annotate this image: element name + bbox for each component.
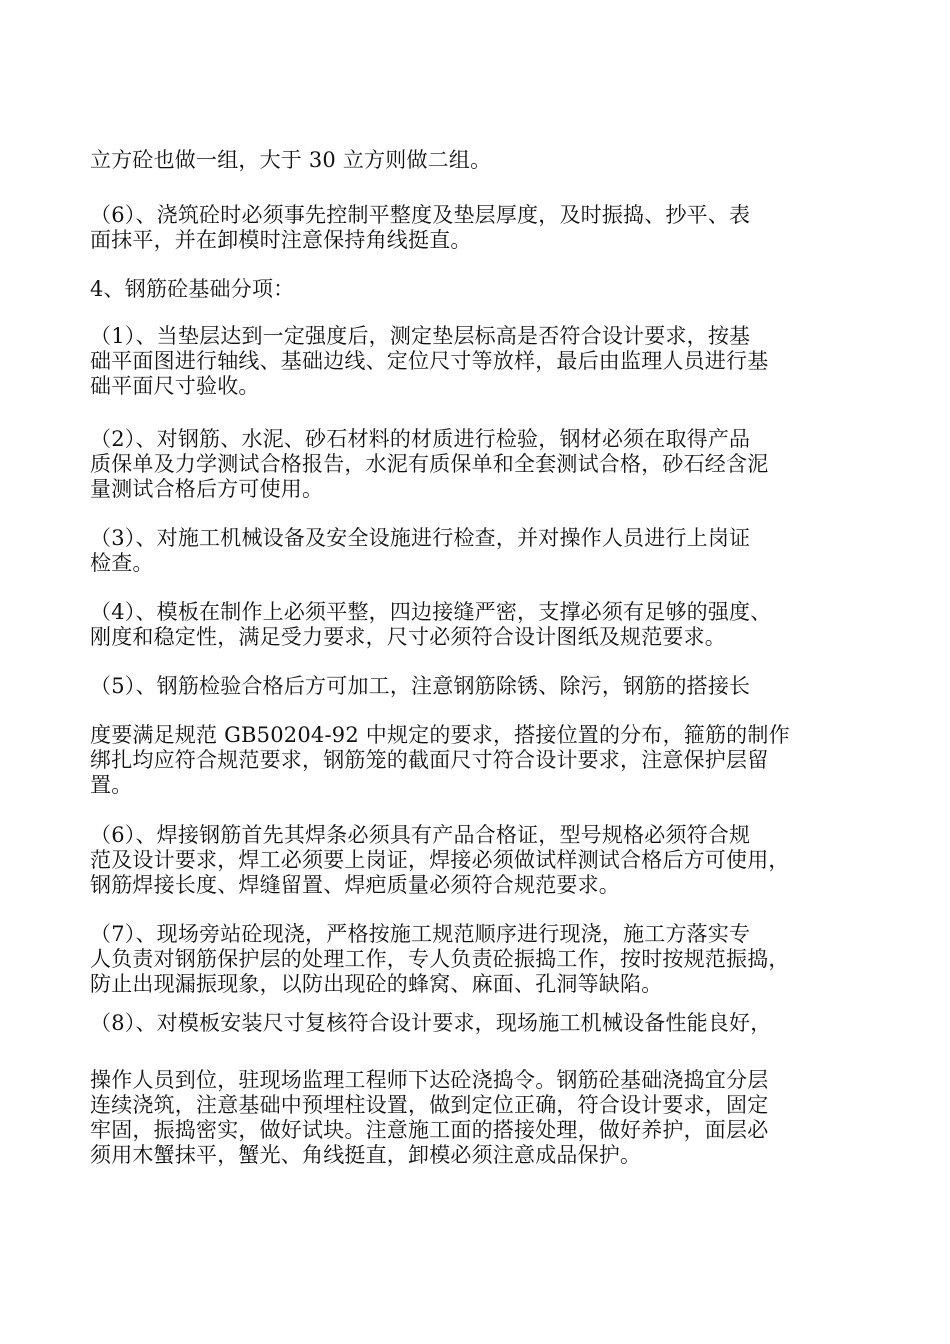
text-line: 人负责对钢筋保护层的处理工作，专人负责砼振捣工作，按时按规范振捣， [90,947,790,971]
text-line: 须用木蟹抹平，蟹光、角线挺直，卸模必须注意成品保护。 [90,1143,642,1167]
text-line: 操作人员到位，驻现场监理工程师下达砼浇捣令。钢筋砼基础浇捣宜分层 [90,1068,769,1092]
paragraph-item-8-continued [90,1068,880,1168]
text-line: （3）、对施工机械设备及安全设施进行检查，并对操作人员进行上岗证 [90,526,751,550]
paragraph-item-2-material-check [90,427,880,502]
paragraph-item-5-continued [90,723,880,798]
text-line: 立方砼也做一组，大于 30 立方则做二组。 [90,148,492,172]
paragraph-concrete-sample-groups [90,148,880,173]
text-line: 钢筋焊接长度、焊缝留置、焊疤质量必须符合规范要求。 [90,873,620,897]
paragraph-item-4-formwork [90,600,880,650]
paragraph-item-6-welding [90,823,880,898]
text-line: （4）、模板在制作上必须平整，四边接缝严密，支撑必须有足够的强度、 [90,600,772,624]
text-line: 防止出现漏振现象，以防出现砼的蜂窝、麻面、孔洞等缺陷。 [90,972,663,996]
text-line: （6）、焊接钢筋首先其焊条必须具有产品合格证，型号规格必须符合规 [90,823,751,847]
text-line: 4、钢筋砼基础分项： [90,277,295,301]
section-heading-rebar-foundation [90,277,880,302]
paragraph-item-6-pour-concrete [90,203,880,253]
text-line: 面抹平，并在卸模时注意保持角线挺直。 [90,228,472,252]
text-line: 础平面图进行轴线、基础边线、定位尺寸等放样，最后由监理人员进行基 [90,349,769,373]
text-line: 范及设计要求，焊工必须要上岗证，焊接必须做试样测试合格后方可使用， [90,848,790,872]
text-line: （5）、钢筋检验合格后方可加工，注意钢筋除锈、除污，钢筋的搭接长 [90,674,751,698]
paragraph-item-3-equipment-check [90,526,880,576]
paragraph-item-8-inspection [90,1011,880,1036]
text-line: （7）、现场旁站砼现浇，严格按施工规范顺序进行现浇，施工方落实专 [90,922,751,946]
text-line: 质保单及力学测试合格报告，水泥有质保单和全套测试合格，砂石经含泥 [90,452,769,476]
text-line: （1）、当垫层达到一定强度后，测定垫层标高是否符合设计要求，按基 [90,324,751,348]
paragraph-item-5-rebar-processing [90,674,880,699]
text-line: 度要满足规范 GB50204-92 中规定的要求，搭接位置的分布，箍筋的制作 [90,723,790,747]
text-line: 置。 [90,773,133,797]
text-line: 检查。 [90,551,154,575]
text-line: 牢固，振捣密实，做好试块。注意施工面的搭接处理，做好养护，面层必 [90,1118,769,1142]
paragraph-item-1-layout [90,324,880,399]
text-line: （6）、浇筑砼时必须事先控制平整度及垫层厚度，及时振捣、抄平、表 [90,203,751,227]
text-line: 刚度和稳定性，满足受力要求，尺寸必须符合设计图纸及规范要求。 [90,625,726,649]
text-line: 连续浇筑，注意基础中预埋柱设置，做到定位正确，符合设计要求，固定 [90,1093,769,1117]
paragraph-item-7-supervision [90,922,880,997]
text-line: 量测试合格后方可使用。 [90,477,324,501]
text-line: （8）、对模板安装尺寸复核符合设计要求，现场施工机械设备性能良好， [90,1011,772,1035]
text-line: 础平面尺寸验收。 [90,374,260,398]
text-line: 绑扎均应符合规范要求，钢筋笼的截面尺寸符合设计要求，注意保护层留 [90,748,769,772]
text-line: （2）、对钢筋、水泥、砂石材料的材质进行检验，钢材必须在取得产品 [90,427,751,451]
